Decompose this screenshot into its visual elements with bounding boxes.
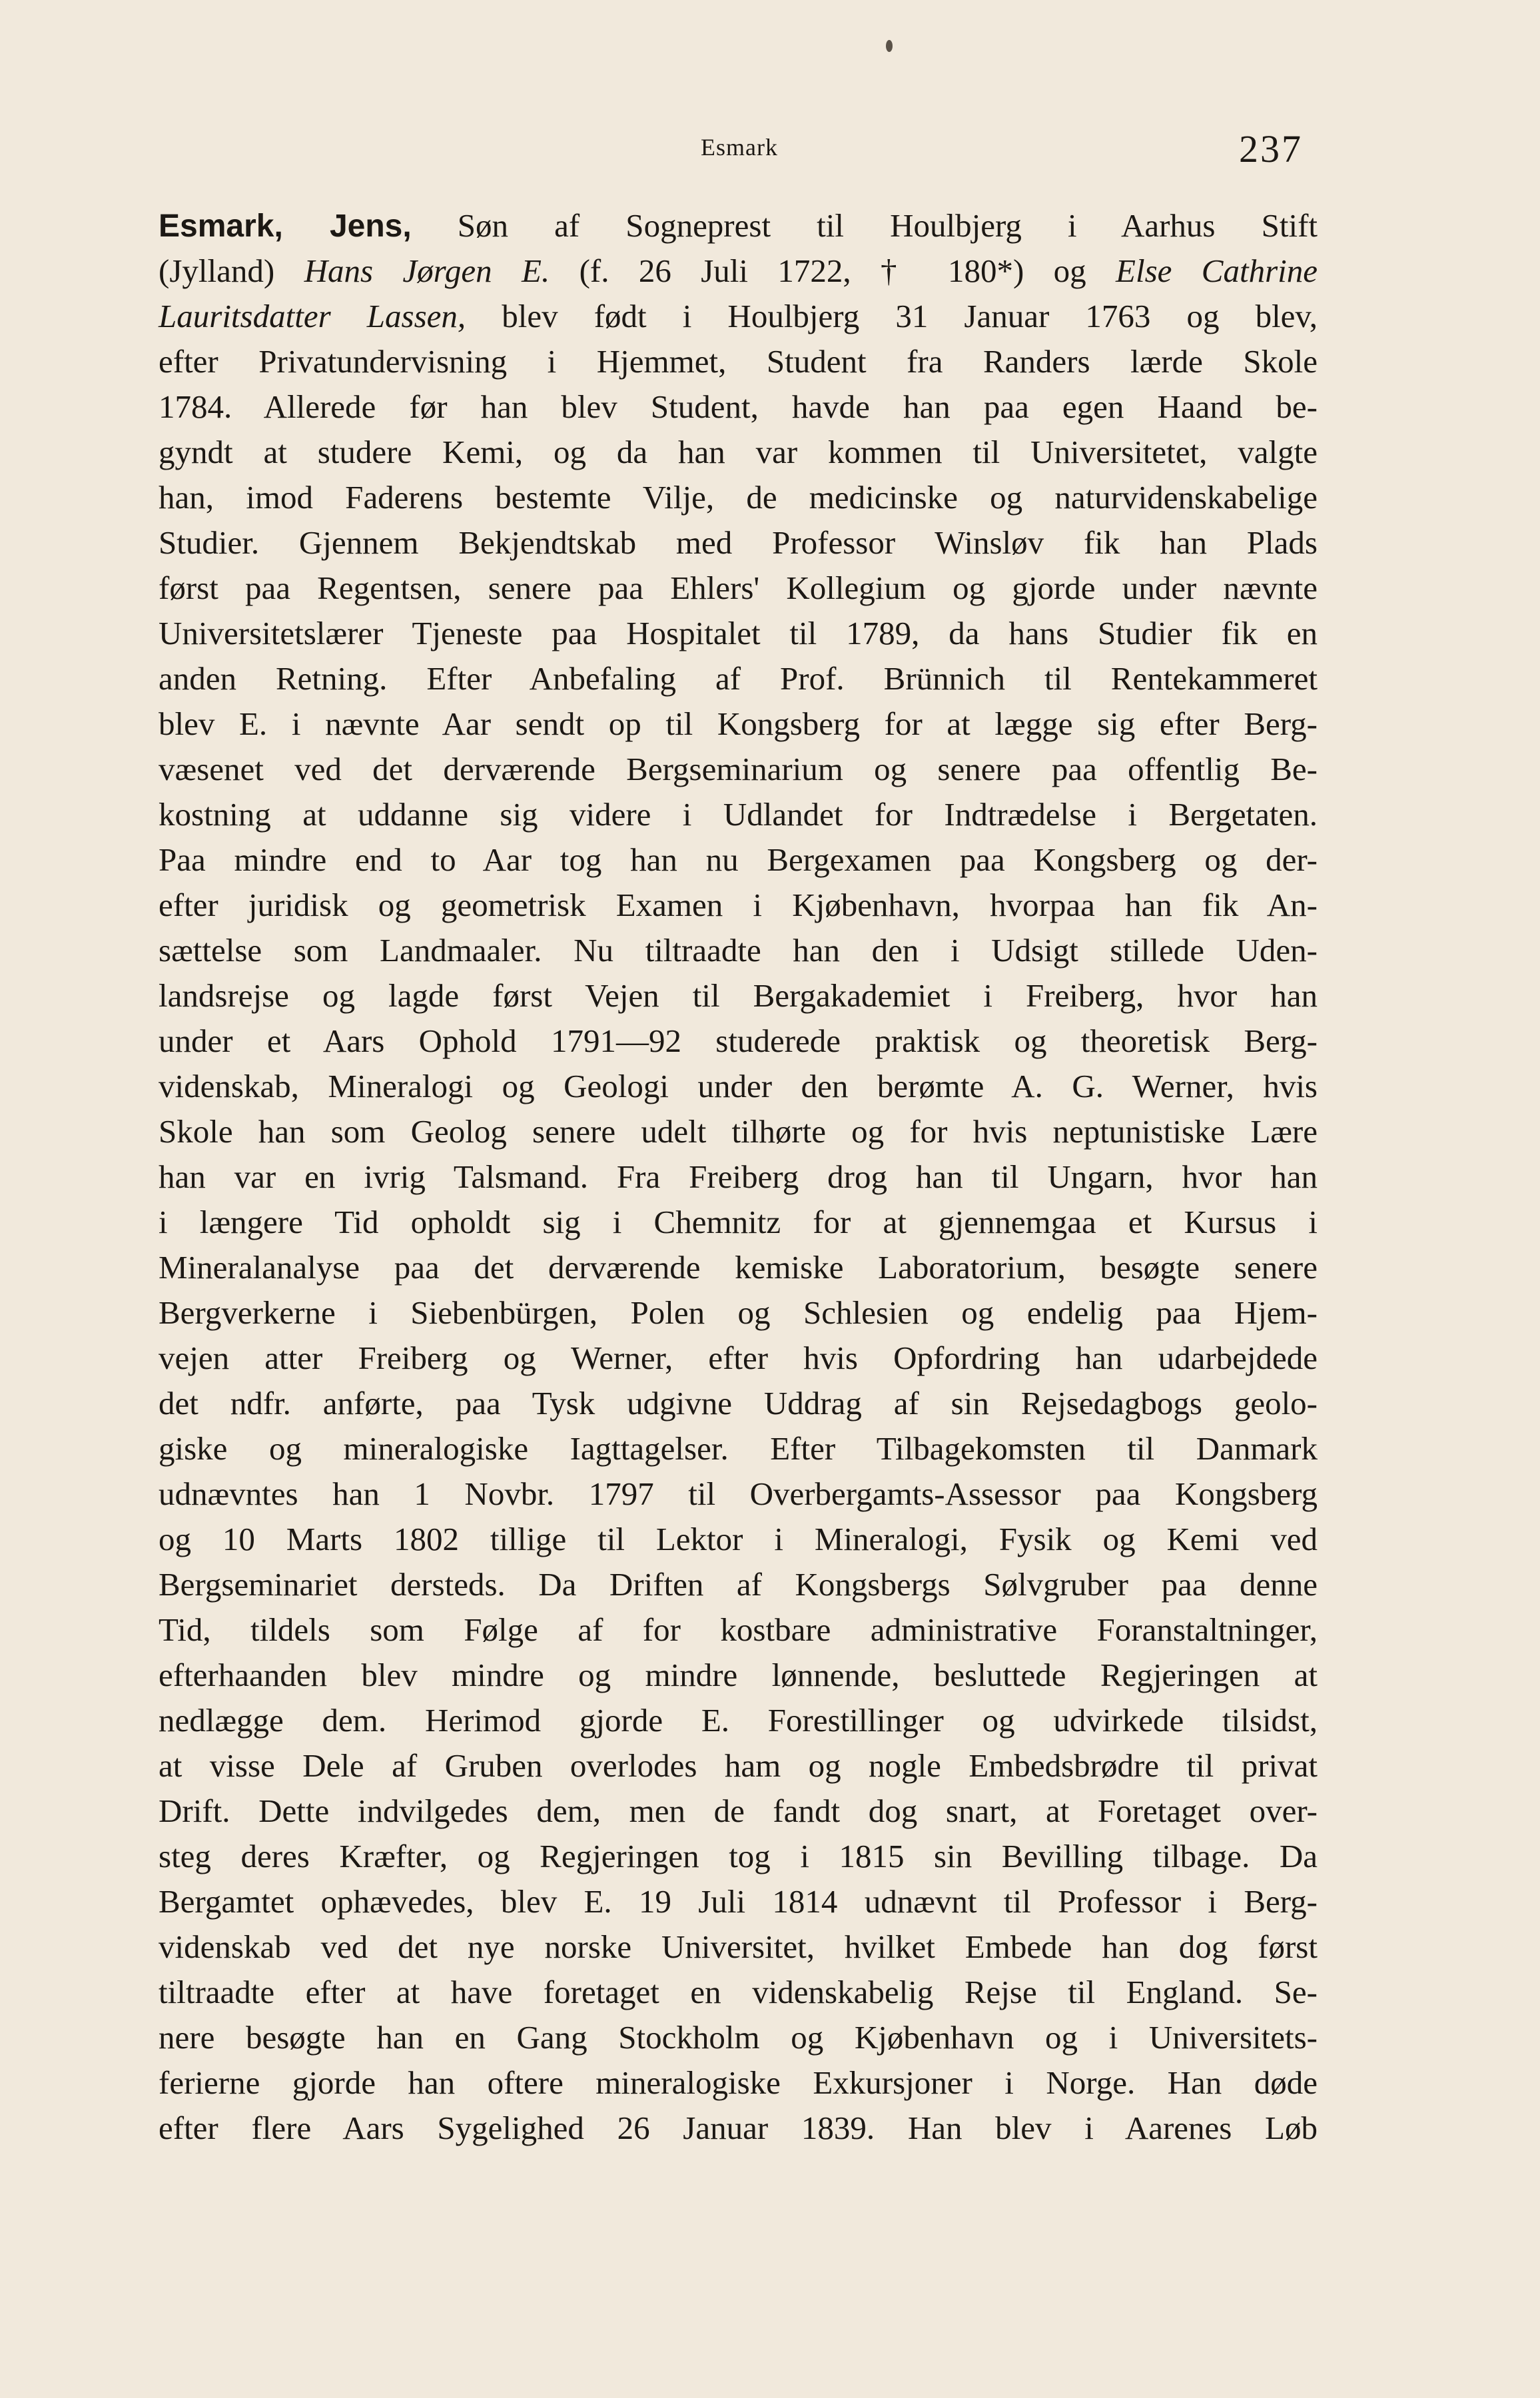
text-line: gyndt at studere Kemi, og da han var kommen til Universitetet, valgte — [159, 434, 1318, 470]
text-line: Tid, tildels som Følge af for kostbare administrative Foranstaltninger, — [159, 1611, 1318, 1648]
text-line: Bergamtet ophævedes, blev E. 19 Juli 1814 udnævnt til Professor i Berg- — [159, 1883, 1318, 1920]
text-line: tiltraadte efter at have foretaget en videnskabelig Rejse til England. Se- — [159, 1974, 1318, 2010]
text-line: videnskab, Mineralogi og Geologi under den berømte A. G. Werner, hvis — [159, 1068, 1318, 1104]
text-line: først paa Regentsen, senere paa Ehlers' Kollegium og gjorde under nævnte — [159, 570, 1318, 606]
text-run: Søn af Sogneprest til Houlbjerg i Aarhus Stift — [411, 207, 1318, 244]
text-line: væsenet ved det derværende Bergseminarium og senere paa offentlig Be- — [159, 751, 1318, 787]
text-line: at visse Dele af Gruben overlodes ham og nogle Embedsbrødre til privat — [159, 1747, 1318, 1784]
mother-first-name: Else Cathrine — [1116, 252, 1318, 289]
text-line: ferierne gjorde han oftere mineralogiske Exkursjoner i Norge. Han døde — [159, 2064, 1318, 2101]
text-line: steg deres Kræfter, og Regjeringen tog i 1815 sin Bevilling tilbage. Da — [159, 1838, 1318, 1874]
entry-name: Esmark, Jens, — [159, 208, 412, 244]
text-line: Skole han som Geolog senere udelt tilhørte og for hvis neptunistiske Lære — [159, 1113, 1318, 1150]
text-line: under et Aars Ophold 1791—92 studerede praktisk og theoretisk Berg- — [159, 1022, 1318, 1059]
running-title: Esmark — [701, 134, 778, 161]
text-line: Bergseminariet dersteds. Da Driften af Kongsbergs Sølvgruber paa denne — [159, 1566, 1318, 1603]
text-line: det ndfr. anførte, paa Tysk udgivne Uddrag af sin Rejsedagbogs geolo- — [159, 1385, 1318, 1421]
text-line: han, imod Faderens bestemte Vilje, de medicinske og naturvidenskabelige — [159, 479, 1318, 516]
biography-text — [159, 203, 1318, 2151]
text-line: videnskab ved det nye norske Universitet, hvilket Embede han dog først — [159, 1928, 1318, 1965]
text-line: landsrejse og lagde først Vejen til Bergakademiet i Freiberg, hvor han — [159, 977, 1318, 1014]
text-line: Paa mindre end to Aar tog han nu Bergexamen paa Kongsberg og der- — [159, 841, 1318, 878]
text-line: blev E. i nævnte Aar sendt op til Kongsberg for at lægge sig efter Berg- — [159, 705, 1318, 742]
text-line: giske og mineralogiske Iagttagelser. Efter Tilbagekomsten til Danmark — [159, 1430, 1318, 1467]
text-line: efter flere Aars Sygelighed 26 Januar 1839. Han blev i Aarenes Løb — [159, 2110, 1318, 2146]
text-line — [159, 203, 1318, 248]
text-line: kostning at uddanne sig videre i Udlandet for Indtrædelse i Bergetaten. — [159, 796, 1318, 833]
text-line: han var en ivrig Talsmand. Fra Freiberg drog han til Ungarn, hvor han — [159, 1158, 1318, 1195]
text-line: nedlægge dem. Herimod gjorde E. Forestillinger og udvirkede tilsidst, — [159, 1702, 1318, 1739]
text-line: og 10 Marts 1802 tillige til Lektor i Mineralogi, Fysik og Kemi ved — [159, 1521, 1318, 1557]
text-line: i længere Tid opholdt sig i Chemnitz for at gjennemgaa et Kursus i — [159, 1204, 1318, 1240]
text-run: (f. 26 Juli 1722, † 180*) og — [550, 252, 1116, 289]
text-line: efter Privatundervisning i Hjemmet, Student fra Randers lærde Skole — [159, 343, 1318, 380]
ink-speck — [886, 40, 893, 52]
text-line — [159, 248, 1318, 294]
text-line: Universitetslærer Tjeneste paa Hospitalet til 1789, da hans Studier fik en — [159, 615, 1318, 651]
father-name: Hans Jørgen E. — [304, 252, 550, 289]
text-line: nere besøgte han en Gang Stockholm og Kjøbenhavn og i Universitets- — [159, 2019, 1318, 2056]
text-line: Mineralanalyse paa det derværende kemiske Laboratorium, besøgte senere — [159, 1249, 1318, 1286]
page-number: 237 — [1239, 127, 1303, 171]
text-line: Drift. Dette indvilgedes dem, men de fandt dog snart, at Foretaget over- — [159, 1793, 1318, 1829]
text-line: vejen atter Freiberg og Werner, efter hvis Opfordring han udarbejdede — [159, 1340, 1318, 1376]
text-line: efter juridisk og geometrisk Examen i Kjøbenhavn, hvorpaa han fik An- — [159, 887, 1318, 923]
text-line: Studier. Gjennem Bekjendtskab med Professor Winsløv fik han Plads — [159, 524, 1318, 561]
text-line: sættelse som Landmaaler. Nu tiltraadte han den i Udsigt stillede Uden- — [159, 932, 1318, 969]
text-run: blev født i Houlbjerg 31 Januar 1763 og blev, — [466, 298, 1318, 334]
text-run: (Jylland) — [159, 252, 304, 289]
text-line: 1784. Allerede før han blev Student, havde han paa egen Haand be- — [159, 388, 1318, 425]
text-line — [159, 294, 1318, 339]
mother-last-name: Lauritsdatter Lassen, — [159, 298, 466, 334]
text-line: efterhaanden blev mindre og mindre lønnende, besluttede Regjeringen at — [159, 1657, 1318, 1693]
text-line: anden Retning. Efter Anbefaling af Prof. Brünnich til Rentekammeret — [159, 660, 1318, 697]
text-line: Bergverkerne i Siebenbürgen, Polen og Schlesien og endelig paa Hjem- — [159, 1294, 1318, 1331]
text-line: udnævntes han 1 Novbr. 1797 til Overbergamts-Assessor paa Kongsberg — [159, 1475, 1318, 1512]
